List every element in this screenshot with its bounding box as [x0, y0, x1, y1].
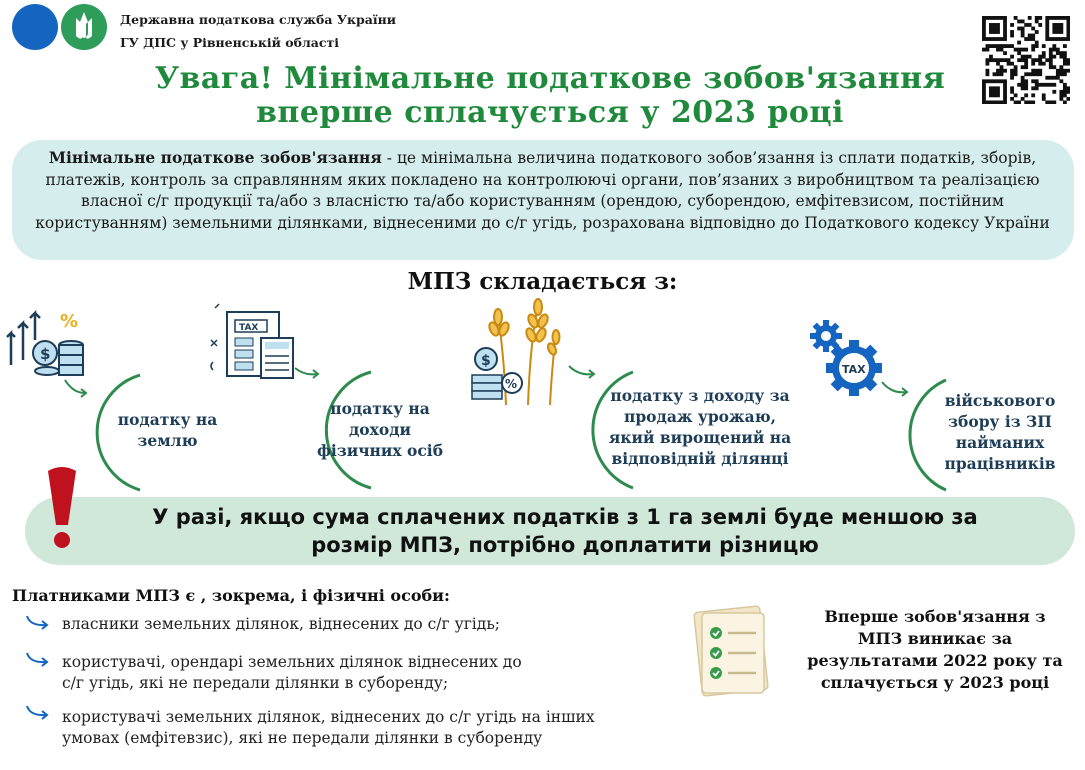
first-obligation-note: Вперше зобов'язання з МПЗ виникає за результатами 2022 року та сплачується у 2023 році [807, 607, 1063, 692]
arrow-bullet-icon [24, 703, 54, 721]
svg-text:TAX: TAX [239, 323, 259, 333]
svg-text:%: % [505, 377, 518, 391]
org-department: ГУ ДПС у Рівненській області [120, 35, 339, 50]
list-item: власники земельних ділянок, віднесених до с/г угідь; [62, 615, 500, 633]
composition-item-4: військового збору із ЗП найманих працівників [944, 391, 1056, 473]
definition-term: Мінімальне податкове зобов'язання [48, 148, 382, 167]
qr-code-icon[interactable] [982, 16, 1070, 104]
svg-text:$: $ [40, 345, 51, 363]
page-title [110, 62, 990, 130]
composition-heading: МПЗ складається з: [407, 268, 678, 295]
checklist-icon [688, 605, 778, 697]
wheat-coins-icon [468, 295, 568, 407]
composition-item-1: податку на землю [117, 410, 218, 450]
list-item: користувачі земельних ділянок, віднесених до с/г угідь на інших умовах (емфітевзис), які не передали ділянки в суборенду [62, 708, 595, 747]
arrow-bullet-icon [24, 650, 54, 668]
list-item: користувачі, орендарі земельних ділянок віднесених до с/г угідь, які не передали ділянки в суборенду; [62, 653, 522, 692]
definition-text [30, 147, 1055, 234]
composition-item-3: податку з доходу за продаж урожаю, який вирощений на відповідній ділянці [608, 386, 792, 468]
composition-item-2: податку на доходи фізичних осіб [316, 399, 444, 460]
exclamation-icon [42, 465, 82, 553]
org-name: Державна податкова служба України [120, 12, 396, 27]
svg-text:%: % [60, 311, 79, 332]
warning-text: У разі, якщо сума сплачених податків з 1 га землі буде меншою за розмір МПЗ, потрібно доплатити різницю [152, 505, 978, 557]
definition-body: - це мінімальна величина податкового зобов’язання із сплати податків, зборів, платежів, контроль за справлянням яких покладено на контролюючі органи, пов’язаних з виробництвом та реалізацією власної с/г продукції та/або з власністю та/або користуванням (орендою, суборендою, емфітевзисом, постійним користуванням) земельними ділянками, віднесеними до с/г угідь, розрахована відповідно до Податкового кодексу України [35, 149, 1050, 232]
title-line-2: вперше сплачується у 2023 році [256, 95, 844, 130]
arrow-bullet-icon [24, 613, 54, 631]
title-line-1: Увага! Мінімальне податкове зобов'язання [154, 61, 946, 96]
payers-heading: Платниками МПЗ є , зокрема, і фізичні особи: [12, 586, 450, 605]
svg-text:TAX: TAX [842, 363, 866, 376]
svg-text:$: $ [481, 353, 491, 369]
logo-dps-icon [10, 2, 114, 52]
